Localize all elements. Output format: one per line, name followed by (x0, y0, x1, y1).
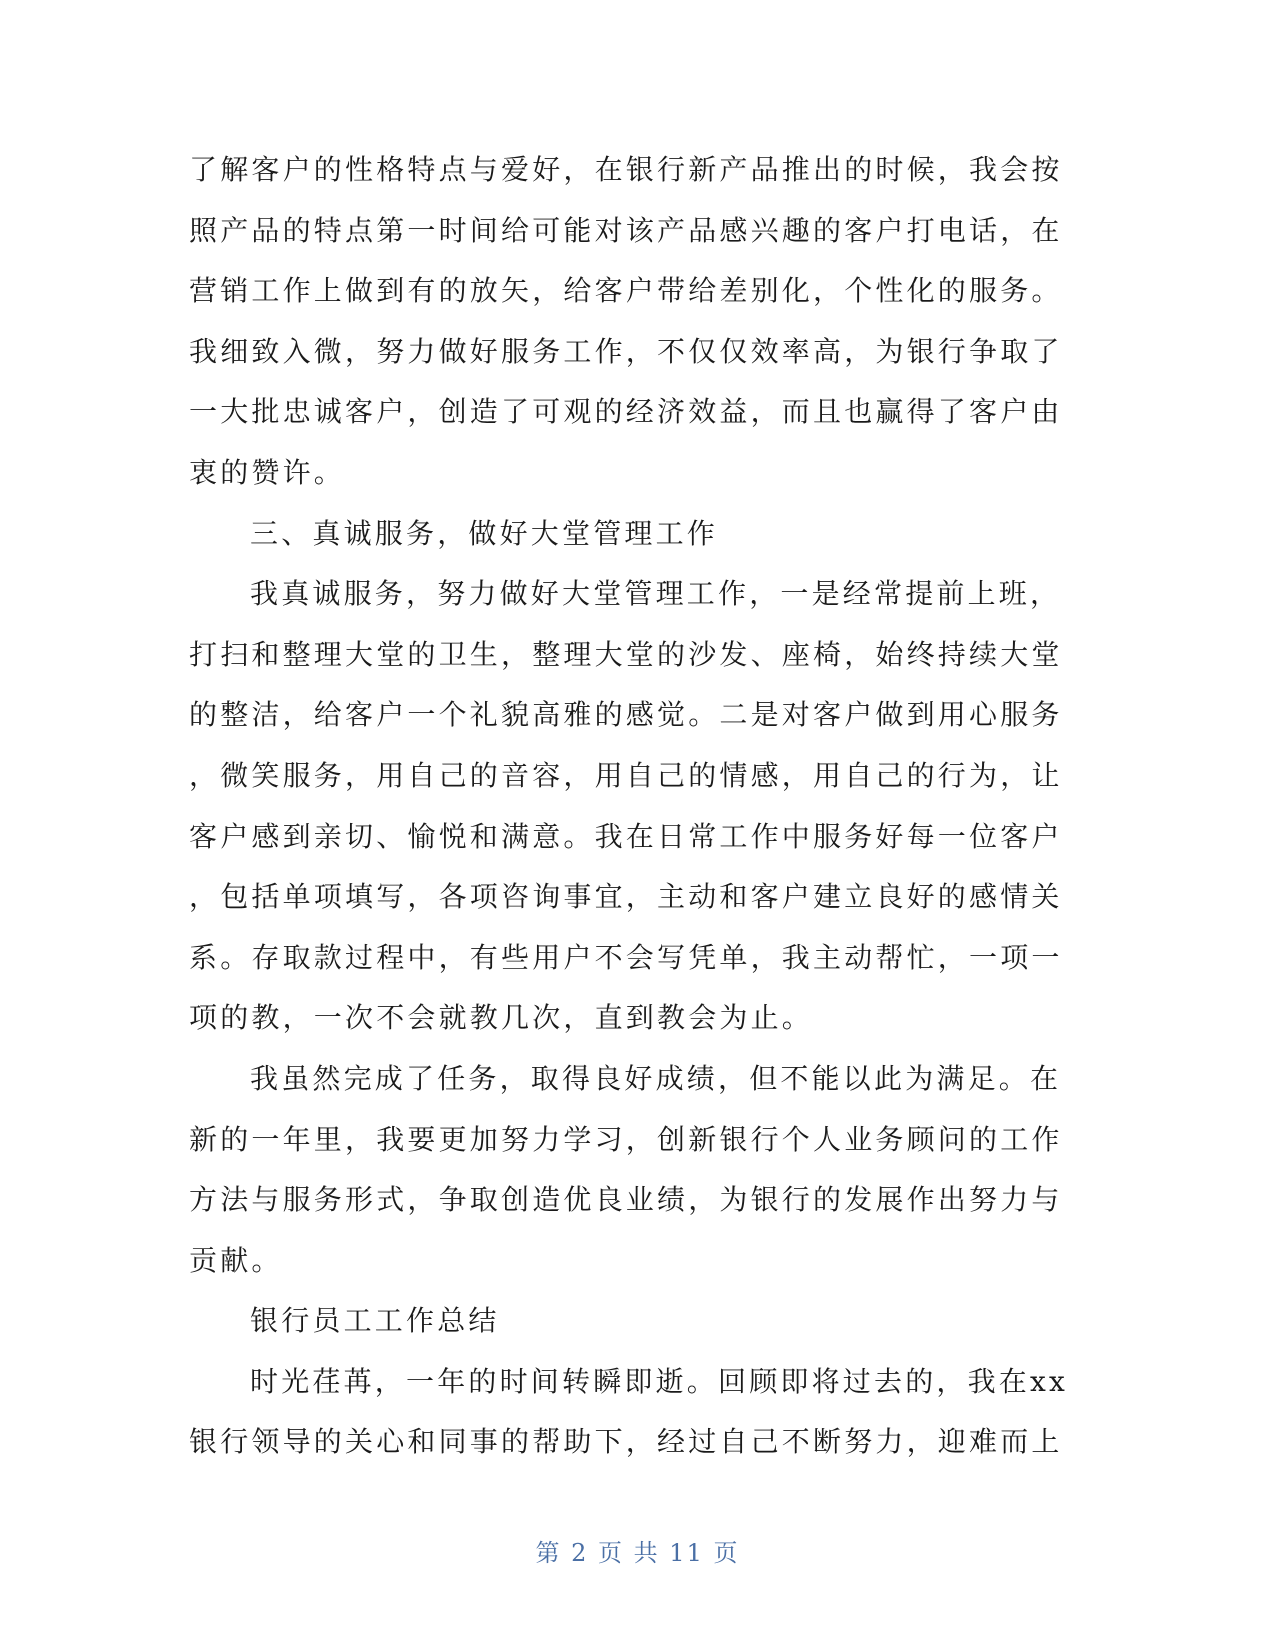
page-number-footer: 第 2 页 共 11 页 (535, 1539, 740, 1567)
text-line: 我真诚服务，努力做好大堂管理工作，一是经常提前上班， (250, 577, 1062, 611)
section-heading: 银行员工工作总结 (250, 1304, 500, 1338)
document-body (189, 140, 1068, 1473)
text-line: 时光荏苒，一年的时间转瞬即逝。回顾即将过去的，我在xx (250, 1364, 1068, 1398)
text-line: 我细致入微，努力做好服务工作，不仅仅效率高，为银行争取了 (189, 334, 1063, 368)
text-line: 项的教，一次不会就教几次，直到教会为止。 (189, 1001, 814, 1035)
text-line: 照产品的特点第一时间给可能对该产品感兴趣的客户打电话，在 (189, 213, 1063, 247)
text-line: 一大批忠诚客户，创造了可观的经济效益，而且也赢得了客户由 (189, 395, 1063, 429)
text-line: 系。存取款过程中，有些用户不会写凭单，我主动帮忙，一项一 (189, 940, 1063, 974)
text-line: ，微笑服务，用自己的音容，用自己的情感，用自己的行为，让 (189, 758, 1063, 792)
text-line: 了解客户的性格特点与爱好，在银行新产品推出的时候，我会按 (189, 153, 1063, 186)
text-line: 的整洁，给客户一个礼貌高雅的感觉。二是对客户做到用心服务 (189, 698, 1063, 732)
text-line: 我虽然完成了任务，取得良好成绩，但不能以此为满足。在 (250, 1061, 1062, 1095)
text-line: ，包括单项填写，各项咨询事宜，主动和客户建立良好的感情关 (189, 880, 1063, 914)
text-line: 银行领导的关心和同事的帮助下，经过自己不断努力，迎难而上 (189, 1425, 1063, 1459)
text-line: 新的一年里，我要更加努力学习，创新银行个人业务顾问的工作 (189, 1122, 1063, 1156)
text-line: 方法与服务形式，争取创造优良业绩，为银行的发展作出努力与 (189, 1183, 1063, 1217)
text-line: 客户感到亲切、愉悦和满意。我在日常工作中服务好每一位客户 (189, 819, 1063, 853)
text-line: 打扫和整理大堂的卫生，整理大堂的沙发、座椅，始终持续大堂 (189, 637, 1063, 671)
text-line: 衷的赞许。 (189, 455, 346, 489)
text-line: 营销工作上做到有的放矢，给客户带给差别化，个性化的服务。 (189, 274, 1063, 308)
text-line: 贡献。 (189, 1243, 283, 1277)
section-heading: 三、真诚服务，做好大堂管理工作 (250, 516, 719, 550)
